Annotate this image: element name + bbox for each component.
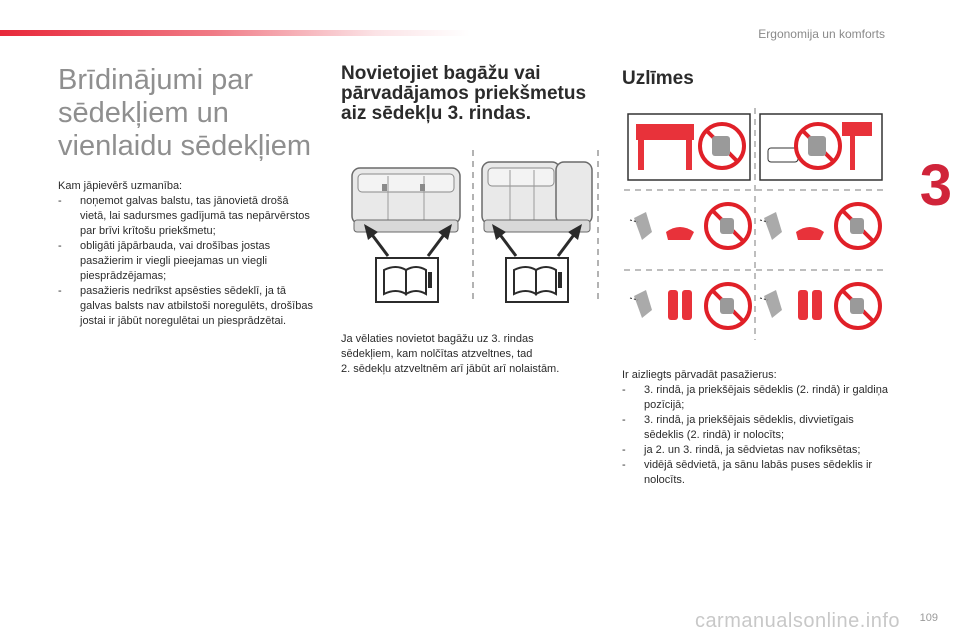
stickers-text [622,368,890,488]
luggage-title: Novietojiet bagāžu vai pārvadājamos priekšmetus aiz sēdekļu 3. rindas. [341,63,587,124]
stickers-title: Uzlīmes [622,68,694,89]
luggage-body [341,332,603,377]
sticker-folded-seat [760,114,882,180]
list-item: - 3. rindā, ja priekšējais sēdeklis, divvietīgais sēdeklis (2. rindā) ir nolocīts; [622,413,890,443]
chapter-number: 3 [919,153,952,218]
list-item: - pasažieris nedrīkst apsēsties sēdeklī, ja tā galvas balsts nav atbilstoši noregulēts, drošības jostai ir jābūt noregulētai un piesprādzētai. [58,284,314,329]
sticker-folded-front-seat [630,204,750,248]
warnings-list [58,194,314,329]
stickers-column [622,64,892,90]
seat-icon [352,168,460,232]
book-info-icon [376,258,438,302]
list-item: - 3. rindā, ja priekšējais sēdeklis (2. rindā) ir galdiņa pozīcijā; [622,383,890,413]
stickers-list [622,383,890,488]
seat-icon [482,162,592,232]
watermark: carmanualsonline.info [694,610,900,632]
list-item: - noņemot galvas balstu, tas jānovietā drošā vietā, lai sadursmes gadījumā tas nepārvērstos par brīvi krītošu priekšmetu; [58,194,314,239]
list-item: - obligāti jāpārbauda, vai drošības jostas pasažierim ir viegli pieejamas un viegli piesprādzējamas; [58,239,314,284]
sticker-panel [624,108,886,340]
warnings-title: Brīdinājumi par sēdekļiem un vienlaidu sēdekļiem [58,64,312,162]
page-number: 109 [919,612,938,624]
book-info-icon [506,258,568,302]
luggage-text: Ja vēlaties novietot bagāžu uz 3. rindas sēdekļiem, kam nolčītas atzveltnes, tad 2. sēdekļu atzveltnēm arī jābūt arī nolaistām. [341,333,560,375]
header-accent-bar [0,30,470,36]
warnings-intro: Kam jāpievērš uzmanība: [58,180,183,192]
luggage-column [341,64,601,124]
stickers-intro: Ir aizliegts pārvadāt pasažierus: [622,369,777,381]
list-item: - vidējā sēdvietā, ja sānu labās puses sēdeklis ir nolocīts. [622,458,890,488]
warnings-body [58,179,314,329]
section-title: Ergonomija un komforts [758,27,885,41]
warnings-column [58,64,314,329]
list-item: - ja 2. un 3. rindā, ja sēdvietas nav nofiksētas; [622,443,890,458]
sticker-table-position [628,114,750,180]
sticker-unlocked-seats [630,284,750,328]
sticker-middle-seat [760,284,880,328]
sticker-folded-bench [760,204,880,248]
luggage-seat-illustration [348,148,606,306]
stickers-body [622,368,890,488]
